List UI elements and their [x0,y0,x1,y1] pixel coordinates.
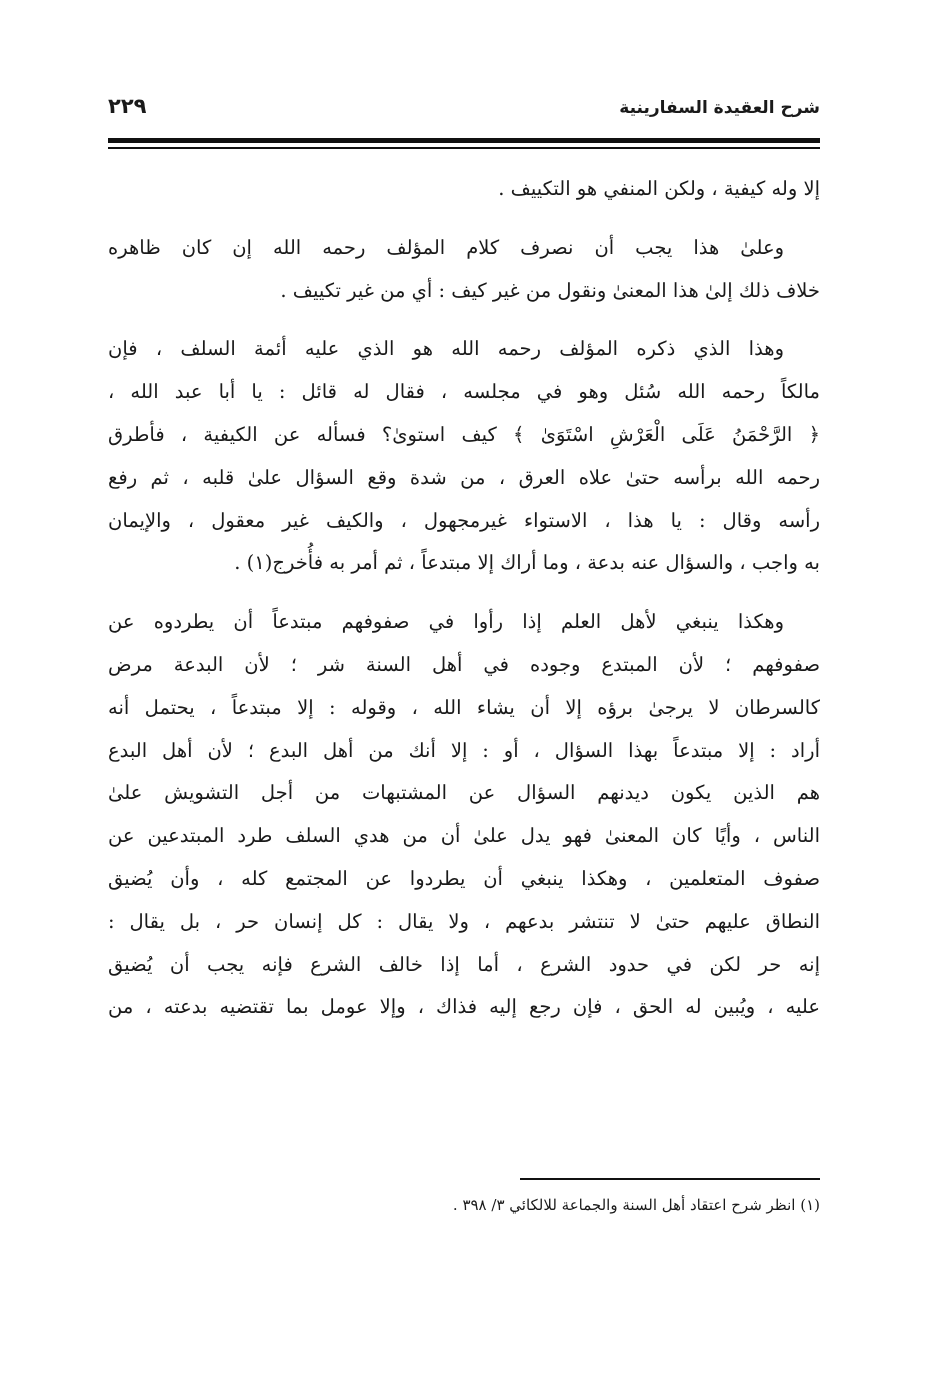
text-line: صفوفهم ؛ لأن المبتدع وجوده في أهل السنة شر ؛ لأن البدعة مرض [108,652,820,676]
text-line: وعلىٰ هذا يجب أن نصرف كلام المؤلف رحمه الله إن كان ظاهره [108,235,784,259]
footnote: (١) انظر شرح اعتقاد أهل السنة والجماعة للالكائي ٣/ ٣٩٨ . [452,1196,820,1214]
paragraph-gap [108,211,820,227]
running-title: شرح العقيدة السفارينية [619,98,820,118]
text-line: النطاق عليهم حتىٰ لا تنتشر بدعهم ، ولا يقال : كل إنسان حر ، بل يقال : [108,909,820,933]
text-line: خلاف ذلك إلىٰ هذا المعنىٰ ونقول من غير كيف : أي من غير تكييف . [280,278,820,302]
text-line: به واجب ، والسؤال عنه بدعة ، وما أراك إلا مبتدعاً ، ثم أمر به فأُخرج(١) . [234,551,820,575]
paragraph-2 [108,227,820,313]
header-rule-thick [108,138,820,143]
main-text [108,168,820,1029]
header-rule-thin [108,147,820,149]
paragraph-1 [108,168,820,211]
paragraph-gap [108,312,820,328]
text-line: رأسه وقال : يا هذا ، الاستواء غيرمجهول ، والكيف غير معقول ، والإيمان [108,508,820,532]
text-line: إلا وله كيفية ، ولكن المنفي هو التكييف . [498,177,820,200]
text-line: أراد : إلا مبتدعاً بهذا السؤال ، أو : إلا أنك من أهل البدع ؛ لأن أهل البدع [108,738,820,762]
text-line: مالكاً رحمه الله سُئل وهو في مجلسه ، فقال له قائل : يا أبا عبد الله ، [108,380,820,404]
text-line: هم الذين يكون ديدنهم السؤال عن المشتبهات من أجل التشويش علىٰ [108,781,820,805]
text-line: صفوف المتعلمين ، وهكذا ينبغي أن يطردوا عن المجتمع كله ، وأن يُضيق [108,866,820,890]
text-line: وهذا الذي ذكره المؤلف رحمه الله هو الذي عليه أئمة السلف ، فإن [108,337,784,361]
paragraph-gap [108,585,820,601]
footnote-separator [520,1178,820,1180]
quran-verse-line: ﴿ الرَّحْمَنُ عَلَى الْعَرْشِ اسْتَوَىٰ ﴾ كيف استوىٰ؟ فسأله عن الكيفية ، فأطرق [108,422,820,446]
text-line: رحمه الله برأسه حتىٰ علاه العرق ، من شدة وقع السؤال علىٰ قلبه ، ثم رفع [108,465,820,489]
text-line: الناس ، وأيًا كان المعنىٰ فهو يدل علىٰ أن من هدي السلف طرد المبتدعين عن [108,824,820,848]
text-line: وهكذا ينبغي لأهل العلم إذا رأوا في صفوفهم مبتدعاً أن يطردوه عن [108,610,784,634]
page-header [108,94,820,128]
page-number: ٢٢٩ [108,94,147,118]
paragraph-4 [108,601,820,1029]
text-line: عليه ، ويُبين له الحق ، فإن رجع إليه فذاك ، وإلا عومل بما تقتضيه بدعته ، من [108,995,820,1019]
text-line: إنه حر لكن في حدود الشرع ، أما إذا خالف الشرع فإنه يجب أن يُضيق [108,952,820,976]
text-line: كالسرطان لا يرجىٰ برؤه إلا أن يشاء الله ، وقوله : إلا مبتدعاً ، يحتمل أنه [108,695,820,719]
paragraph-3 [108,328,820,585]
